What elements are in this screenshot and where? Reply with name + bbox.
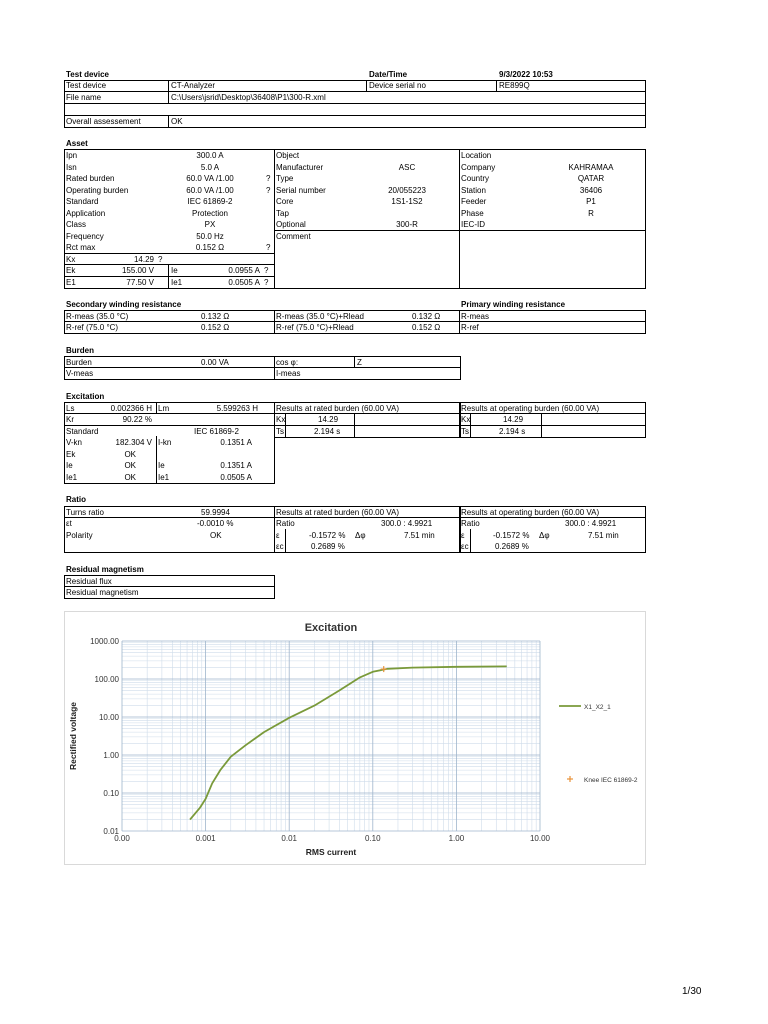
prim-rref-label: R-ref (461, 323, 479, 332)
asset-left-value: 0.152 Ω (195, 243, 225, 252)
burden-table-b (274, 356, 461, 380)
ratio-rated-dphi-value: 7.51 min (404, 531, 435, 540)
ratio-oper-ratio-label: Ratio (461, 519, 480, 528)
sec-rref-value: 0.152 Ω (201, 323, 230, 332)
kx-label: Kx (66, 255, 76, 264)
asset-right-value: R (588, 208, 594, 218)
overall-label: Overall assessement (66, 117, 141, 126)
vmeas-label: V-meas (66, 369, 94, 378)
excitation-heading: Excitation (66, 392, 105, 401)
asset-middle-label: Type (276, 174, 294, 183)
exc-ie-label: Ie (66, 461, 73, 470)
datetime-value: 9/3/2022 10:53 (499, 70, 553, 79)
overall-value: OK (171, 117, 183, 126)
x-tick-label: 0.001 (195, 834, 216, 843)
et-label: εt (66, 519, 72, 528)
std-label: Standard (66, 427, 99, 436)
y-tick-label: 0.01 (103, 827, 119, 836)
asset-left-label: Rated burden (66, 174, 115, 183)
ratio-oper-e-label: ε (461, 531, 465, 540)
y-tick-label: 0.10 (103, 789, 119, 798)
test-device-table (64, 80, 646, 128)
exc-ie1-value: OK (124, 473, 136, 482)
exc-rated-ts-value: 2.194 s (314, 427, 341, 436)
asset-left-value: 5.0 A (200, 162, 220, 172)
exc-rated-kx-label: Kx (276, 415, 286, 424)
residual-mag-label: Residual magnetism (66, 588, 139, 597)
asset-left-label: Isn (66, 162, 77, 172)
asset-right-label: Location (461, 151, 492, 160)
asset-right-value: KAHRAMAA (568, 162, 614, 172)
asset-right-label: Company (461, 162, 496, 172)
ie-value: 0.0955 A (228, 266, 260, 275)
asset-middle-value: 1S1-1S2 (391, 197, 423, 206)
excitation-chart (64, 611, 646, 865)
legend-label-series: X1_X2_1 (584, 704, 611, 711)
asset-left-value: PX (204, 220, 216, 229)
ratio-rated-ec-value: 0.2689 % (311, 542, 345, 551)
ie-label: Ie (171, 266, 178, 275)
asset-middle-label: Tap (276, 208, 289, 218)
asset-right-label: Feeder (461, 197, 487, 206)
burden-label: Burden (66, 358, 92, 367)
x-tick-label: 10.00 (529, 834, 551, 843)
file-value: C:\Users\jsrid\Desktop\36408\P1\300-R.xml (171, 93, 326, 102)
x-tick-label: 0.10 (365, 834, 381, 843)
exc-ie1-label: Ie1 (66, 473, 78, 482)
x-tick-label: 1.00 (448, 834, 465, 843)
asset-middle-value: ASC (398, 162, 416, 172)
x-axis-label: RMS current (305, 847, 357, 857)
primary-heading: Primary winding resistance (461, 300, 566, 309)
ratio-heading: Ratio (66, 495, 86, 504)
asset-left-q: ? (266, 174, 271, 183)
asset-left-label: Class (66, 220, 87, 229)
asset-right-value: QATAR (577, 174, 605, 183)
test-device-label: Test device (66, 81, 107, 90)
asset-left-label: Frequency (66, 231, 104, 241)
exc-rated-kx-value: 14.29 (318, 415, 339, 424)
exc-ie1-label2: Ie1 (158, 473, 170, 482)
ie1-label: Ie1 (171, 278, 183, 287)
ratio-oper-e-value: -0.1572 % (493, 531, 530, 540)
asset-right-blank (459, 230, 646, 289)
polarity-value: OK (210, 531, 222, 540)
plot-area (122, 641, 540, 831)
excitation-chart-svg (65, 612, 645, 864)
residual-flux-label: Residual flux (66, 577, 112, 586)
burden-value: 0.00 VA (201, 358, 229, 367)
lm-value: 5.599263 H (216, 404, 258, 413)
std-value: IEC 61869-2 (194, 427, 239, 436)
ls-value: 0.002366 H (110, 404, 152, 413)
ie-q: ? (264, 266, 269, 275)
asset-middle-label: Core (276, 197, 294, 206)
prim-rmeas-label: R-meas (461, 312, 490, 321)
x-tick-label: 0.01 (281, 834, 297, 843)
exc-oper-kx-value: 14.29 (503, 415, 524, 424)
chart-title: Excitation (304, 622, 358, 634)
ratio-rated-title: Results at rated burden (60.00 VA) (276, 508, 400, 517)
ratio-rated-ratio-label: Ratio (276, 519, 295, 528)
kr-label: Kr (66, 415, 74, 424)
ratio-rated-ec-label: εc (276, 542, 284, 551)
exc-oper-kx-label: Kx (461, 415, 471, 424)
y-tick-label: 10.00 (98, 713, 119, 722)
ratio-rated-dphi-label: Δφ (355, 531, 366, 540)
burden-heading: Burden (66, 346, 94, 355)
ek-value: 155.00 V (121, 266, 154, 275)
asset-middle-label: Serial number (276, 185, 326, 195)
exc-oper-ts-label: Ts (461, 427, 469, 436)
y-axis-label: Rectified voltage (68, 701, 78, 771)
ls-label: Ls (66, 404, 75, 413)
exc-oper-title: Results at operating burden (60.00 VA) (461, 404, 600, 413)
asset-left-value: IEC 61869-2 (187, 197, 233, 206)
burden-table-a (64, 356, 275, 380)
exc-oper-ts-value: 2.194 s (499, 427, 526, 436)
polarity-label: Polarity (66, 531, 93, 540)
z-label: Z (357, 358, 362, 367)
test-device-heading: Test device (66, 70, 109, 79)
asset-middle-label: Object (276, 151, 300, 160)
asset-middle-label: Comment (276, 231, 311, 241)
sec-rmeas-value: 0.132 Ω (201, 312, 230, 321)
imeas-label: I-meas (276, 369, 301, 378)
ek-label: Ek (66, 266, 76, 275)
serial-value: RE899Q (499, 81, 530, 90)
ratio-oper-dphi-value: 7.51 min (588, 531, 619, 540)
turns-value: 59.9994 (201, 508, 230, 517)
exc-ek-value: OK (124, 450, 136, 459)
y-tick-label: 100.00 (94, 675, 119, 684)
exc-rated-ts-label: Ts (276, 427, 284, 436)
vkn-value: 182.304 V (115, 438, 152, 447)
asset-left-label: Rct max (66, 243, 96, 252)
turns-label: Turns ratio (66, 508, 104, 517)
asset-left-q: ? (266, 243, 271, 252)
sec-rmeas-lead-label: R-meas (35.0 °C)+Rlead (276, 312, 364, 321)
asset-left-value: 50.0 Hz (196, 231, 224, 241)
sec-rmeas-label: R-meas (35.0 °C) (66, 312, 129, 321)
et-value: -0.0010 % (197, 519, 234, 528)
exc-ie-value2: 0.1351 A (220, 461, 252, 470)
cos-label: cos φ: (276, 358, 299, 367)
ratio-rated-e-value: -0.1572 % (309, 531, 346, 540)
kx-value: 14.29 (133, 255, 154, 264)
asset-left-value: 60.0 VA /1.00 (186, 174, 234, 183)
asset-right-label: Country (461, 174, 490, 183)
asset-heading: Asset (66, 139, 88, 148)
asset-right-value: P1 (586, 197, 596, 206)
ratio-rated-ratio-value: 300.0 : 4.9921 (381, 519, 433, 528)
asset-left-value: Protection (191, 208, 229, 218)
secondary-heading: Secondary winding resistance (66, 300, 182, 309)
x-tick-label: 0.00 (114, 834, 130, 843)
exc-ie-value: OK (124, 461, 136, 470)
asset-left-value: 60.0 VA /1.00 (186, 185, 234, 195)
asset-left-label: Operating burden (66, 185, 129, 195)
datetime-label: Date/Time (369, 70, 408, 79)
kr-value: 90.22 % (122, 415, 152, 424)
y-tick-label: 1.00 (103, 751, 119, 760)
e1-label: E1 (66, 278, 76, 287)
asset-middle-label: Optional (276, 220, 306, 229)
ratio-oper-ratio-value: 300.0 : 4.9921 (565, 519, 617, 528)
exc-ie1-value2: 0.0505 A (220, 473, 252, 482)
ikn-label: I-kn (158, 438, 172, 447)
test-device-value: CT-Analyzer (171, 81, 216, 90)
vkn-label: V-kn (66, 438, 83, 447)
lm-label: Lm (158, 404, 170, 413)
ie1-value: 0.0505 A (228, 278, 260, 287)
asset-middle-value: 20/055223 (388, 185, 426, 195)
ratio-oper-dphi-label: Δφ (539, 531, 550, 540)
serial-label: Device serial no (369, 81, 426, 90)
ratio-oper-title: Results at operating burden (60.00 VA) (461, 508, 600, 517)
asset-middle-label: Manufacturer (276, 162, 324, 172)
asset-middle-value: 300-R (396, 220, 418, 229)
residual-heading: Residual magnetism (66, 565, 144, 574)
ratio-oper-ec-value: 0.2689 % (495, 542, 529, 551)
asset-right-value: 36406 (579, 185, 603, 195)
exc-ie-label2: Ie (158, 461, 165, 470)
sec-rmeas-lead-value: 0.132 Ω (412, 312, 441, 321)
exc-ek-label: Ek (66, 450, 76, 459)
y-tick-label: 1000.00 (90, 637, 119, 646)
ie1-q: ? (264, 278, 269, 287)
exc-rated-title: Results at rated burden (60.00 VA) (276, 404, 400, 413)
asset-left-label: Application (66, 208, 106, 218)
ikn-value: 0.1351 A (220, 438, 252, 447)
asset-right-label: IEC-ID (461, 220, 485, 229)
sec-rref-lead-label: R-ref (75.0 °C)+Rlead (276, 323, 354, 332)
e1-value: 77.50 V (126, 278, 154, 287)
asset-left-value: 300.0 A (196, 151, 224, 160)
kx-q: ? (158, 255, 163, 264)
asset-left-label: Ipn (66, 151, 78, 160)
sec-rref-label: R-ref (75.0 °C) (66, 323, 119, 332)
ratio-rated-e-label: ε (276, 531, 280, 540)
asset-left-q: ? (266, 185, 271, 195)
page-number: 1/30 (682, 986, 702, 997)
sec-rref-lead-value: 0.152 Ω (412, 323, 441, 332)
asset-right-label: Station (461, 185, 486, 195)
legend-label-knee: Knee IEC 61869-2 (584, 777, 638, 784)
ratio-oper-ec-label: εc (461, 542, 469, 551)
file-label: File name (66, 93, 102, 102)
asset-left-label: Standard (66, 197, 99, 206)
asset-right-label: Phase (461, 208, 484, 218)
